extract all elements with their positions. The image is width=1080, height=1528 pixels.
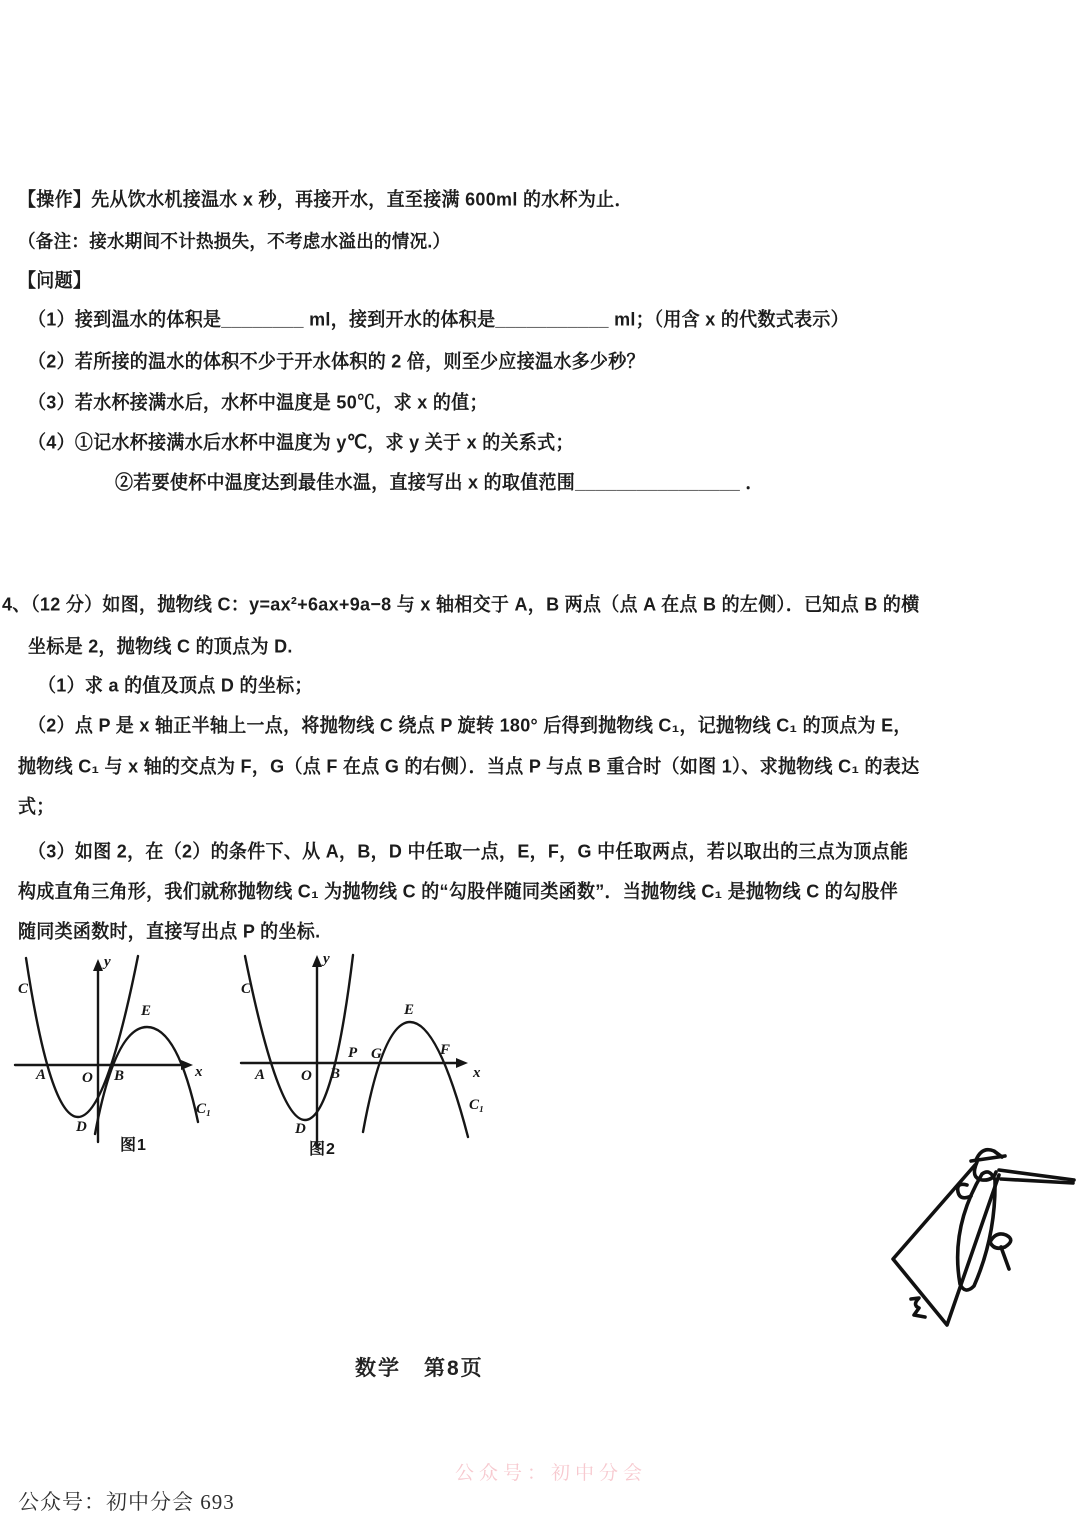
fig1-caption: 图1 xyxy=(120,1137,147,1154)
fig1-label-b: B xyxy=(114,1068,125,1084)
fig2-label-g: G xyxy=(371,1046,382,1062)
doodle-spear-tip xyxy=(1069,1178,1074,1183)
fig1-parabola-c xyxy=(26,956,138,1117)
fig2-label-e: E xyxy=(404,1002,415,1018)
fig2-y-arrow xyxy=(312,955,322,967)
fig1-label-e: E xyxy=(141,1003,152,1019)
page-footer-label: 数学 第8页 xyxy=(355,1357,484,1380)
figure-2 xyxy=(233,950,501,1158)
problem3-q1-line: （1）接到温水的体积是________ ml，接到开水的体积是___________ ml；（用含 x 的代数式表示） xyxy=(28,308,849,330)
doodle-cape xyxy=(893,1165,999,1325)
fig1-label-x: x xyxy=(195,1064,203,1080)
problem4-stem-line2: 坐标是 2，抛物线 C 的顶点为 D. xyxy=(28,635,293,657)
fig1-x-arrow xyxy=(181,1060,193,1070)
figure-1-plot xyxy=(10,952,215,1152)
fig2-parabola-c xyxy=(245,955,353,1120)
problem4-q1-line: （1）求 a 的值及顶点 D 的坐标； xyxy=(38,674,313,696)
doodle-figure xyxy=(878,1128,1080,1340)
problem4-stem-line1: 4、（12 分）如图，抛物线 C：y=ax²+6ax+9a−8 与 x 轴相交于 A，B 两点（点 A 在点 B 的左侧）．已知点 B 的横 xyxy=(2,593,920,615)
fig2-label-c1: C₁ xyxy=(469,1097,485,1113)
problem3-q4-line: （4）①记水杯接满水后水杯中温度为 y℃，求 y 关于 x 的关系式； xyxy=(28,431,574,453)
fig2-label-c: C xyxy=(241,981,252,997)
doodle-body xyxy=(958,1172,995,1290)
fig2-parabola-c1 xyxy=(363,1022,468,1137)
figure-2-plot xyxy=(233,950,501,1158)
watermark-pink: 公众号：初中分会 xyxy=(455,1463,648,1484)
problem4-q3-line3: 随同类函数时，直接写出点 P 的坐标. xyxy=(18,920,321,942)
fig2-label-f: F xyxy=(440,1042,451,1058)
problem4-q2-line1: （2）点 P 是 x 轴正半轴上一点，将抛物线 C 绕点 P 旋转 180° 后得到抛物线 C₁，记抛物线 C₁ 的顶点为 E， xyxy=(28,714,912,736)
doodle-hand-stick xyxy=(1001,1247,1009,1269)
problem3-q3-line: （3）若水杯接满水后，水杯中温度是 50℃，求 x 的值； xyxy=(28,391,488,413)
fig1-parabola-c1 xyxy=(95,1027,198,1134)
doodle-squiggle xyxy=(911,1298,925,1317)
fig2-x-arrow xyxy=(456,1058,468,1068)
fig1-label-c1: C₁ xyxy=(196,1101,212,1117)
problem4-q3-line2: 构成直角三角形，我们就称抛物线 C₁ 为抛物线 C 的“勾股伴随同类函数”．当抛物线 C₁ 是抛物线 C 的勾股伴 xyxy=(18,880,898,902)
fig2-label-y: y xyxy=(323,951,330,967)
fig2-label-b: B xyxy=(330,1066,341,1082)
problem3-note-line: （备注：接水期间不计热损失，不考虑水溢出的情况.） xyxy=(18,230,451,252)
problem4-q3-line1: （3）如图 2，在（2）的条件下、从 A，B，D 中任取一点，E，F，G 中任取两点，若以取出的三点为顶点能 xyxy=(28,840,909,862)
fig1-label-y: y xyxy=(104,954,111,970)
watermark-bottom-left: 公众号：初中分会 693 xyxy=(18,1490,235,1514)
problem3-q2-line: （2）若所接的温水的体积不少于开水体积的 2 倍，则至少应接温水多少秒？ xyxy=(28,350,645,372)
problem3-q4b-line: ②若要使杯中温度达到最佳水温，直接写出 x 的取值范围________________ ． xyxy=(115,471,764,493)
fig1-label-d: D xyxy=(76,1119,87,1135)
fig1-label-a: A xyxy=(36,1067,47,1083)
problem3-questions-header: 【问题】 xyxy=(18,269,92,291)
fig1-label-c: C xyxy=(18,981,29,997)
doodle-arm-hook xyxy=(958,1184,971,1197)
fig2-label-x: x xyxy=(473,1065,481,1081)
problem4-q2-line2: 抛物线 C₁ 与 x 轴的交点为 F，G（点 F 在点 G 的右侧）．当点 P 与点 B 重合时（如图 1）、求抛物线 C₁ 的表达 xyxy=(18,755,920,777)
fig2-caption: 图2 xyxy=(309,1141,336,1158)
fig1-y-arrow xyxy=(93,959,103,971)
fig2-label-p: P xyxy=(348,1045,358,1061)
fig2-label-d: D xyxy=(295,1121,306,1137)
problem4-q2-line3: 式； xyxy=(18,795,55,817)
figure-1 xyxy=(10,952,215,1152)
problem3-operation-line: 【操作】先从饮水机接温水 x 秒，再接开水，直至接满 600ml 的水杯为止． xyxy=(18,188,633,210)
fig1-label-o: O xyxy=(82,1070,93,1086)
fig2-label-a: A xyxy=(255,1067,266,1083)
doodle-sketch xyxy=(878,1128,1080,1340)
fig2-label-o: O xyxy=(301,1068,312,1084)
